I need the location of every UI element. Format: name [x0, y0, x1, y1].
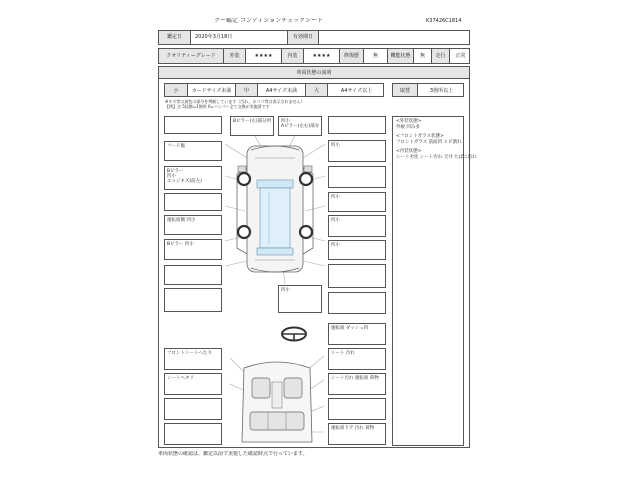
remarks-panel	[392, 116, 477, 446]
odometer-value: 正常	[449, 49, 471, 63]
interior-seat-diagram	[230, 356, 324, 444]
legend-medium-label: 中	[235, 84, 257, 96]
damage-box-right-1	[328, 116, 386, 134]
interior-box-right-5: 運転席ドア 汚れ 荷物	[328, 423, 386, 445]
damage-box-right-8	[328, 292, 386, 314]
interior-box-left-3	[164, 398, 222, 420]
car-top-view-diagram	[225, 136, 325, 284]
remarks-line-6: シート劣化 シート汚れ 天井 たばこ汚れ	[396, 154, 477, 160]
interior-box-left-4	[164, 423, 222, 445]
section-title: 車両状態の説明	[159, 67, 469, 79]
document-number: K37426C1814	[426, 18, 462, 24]
grade-row	[158, 48, 470, 64]
steering-wheel-icon	[280, 326, 308, 342]
damage-box-right-6: 凹小	[328, 240, 386, 260]
repair-history-value: 無	[363, 49, 387, 63]
remarks-line-4: フロントガラス 前面凹 ヒビ割れ	[396, 139, 462, 145]
remarks-line-1: <外装状態>	[396, 119, 422, 124]
remarks-line-5: <内装状態>	[396, 149, 422, 154]
damage-box-left-2: フード傷	[164, 141, 222, 161]
damage-box-left-4	[164, 193, 222, 211]
mechanic-label: 機能状態	[387, 49, 413, 63]
damage-box-top-center-a: Bピラー(左)部分凹	[230, 116, 274, 136]
remarks-line-3: <フロントガラス状態>	[396, 134, 444, 139]
repair-history-label: 修復歴	[339, 49, 363, 63]
legend-notes	[165, 99, 305, 109]
interior-box-right-3: シート汚れ 運転席 荷物	[328, 373, 386, 395]
replace-legend	[392, 83, 464, 97]
interior-label: 内装	[281, 49, 303, 63]
footer-note: 車両状態の確認は、鑑定以前で実施した確認時点で行っています。	[158, 451, 308, 457]
damage-box-bottom-center: 凹小	[278, 285, 322, 313]
legend-small-label: 小	[165, 84, 187, 96]
damage-box-left-7	[164, 265, 222, 285]
interior-stars: ★★★★	[303, 49, 339, 63]
date-row	[158, 30, 470, 45]
note-line-1: ※キズ等は黒色の部分を判断しています（汚れ、ホコリ等は表示されません）	[165, 99, 305, 104]
interior-box-right-2: シート 汚れ	[328, 348, 386, 370]
legend-medium-value: A4サイズ未満	[257, 84, 305, 96]
legend-replace-value: 3箇所以上	[417, 84, 465, 96]
damage-box-left-5: 運転席側 凹小	[164, 215, 222, 235]
damage-box-right-3	[328, 166, 386, 188]
interior-box-right-1: 運転席 ダッシュ凹	[328, 323, 386, 345]
damage-box-right-5: 凹小	[328, 215, 386, 237]
remarks-line-2: 外板 凹み多	[396, 124, 420, 130]
interior-box-right-4	[328, 398, 386, 420]
damage-box-top-center-b: 凹小 Aピラー(左右)部分	[278, 116, 322, 136]
legend-small-value: カードサイズ未満	[187, 84, 235, 96]
legend-replace-label: 取替	[393, 84, 417, 96]
legend-large-label: 大	[305, 84, 327, 96]
legend-large-value: A4サイズ以上	[327, 84, 385, 96]
exterior-label: 外装	[223, 49, 245, 63]
quality-grade-label: クオリティーグレード	[159, 49, 223, 63]
interior-box-left-2: シートヘタリ	[164, 373, 222, 395]
sheet-title: グー鑑定 コンディションチェックシート	[214, 18, 324, 24]
mechanic-value: 無	[413, 49, 431, 63]
damage-box-left-1	[164, 116, 222, 134]
damage-box-left-6: Bピラー 凹小	[164, 239, 222, 260]
damage-box-right-7	[328, 264, 386, 288]
date-label: 鑑定日	[159, 31, 191, 44]
note-line-2: 【例】全 5段階=1箇所 0=バンパー全て交換が実施済です	[165, 104, 270, 109]
damage-box-right-4: 凹小	[328, 192, 386, 212]
odometer-label: 走行	[431, 49, 449, 63]
date-value: 2020年3月18日	[195, 34, 233, 40]
damage-box-left-3: Bピラー 凹小 エッジキズ(前左)	[164, 166, 222, 190]
interior-box-left-1: フロントシートへたり	[164, 348, 222, 370]
exterior-stars: ★★★★	[245, 49, 281, 63]
damage-box-left-8	[164, 288, 222, 312]
expiry-label: 有効期日	[287, 31, 319, 44]
damage-box-right-2: 凹小	[328, 140, 386, 162]
size-legend	[164, 83, 384, 97]
